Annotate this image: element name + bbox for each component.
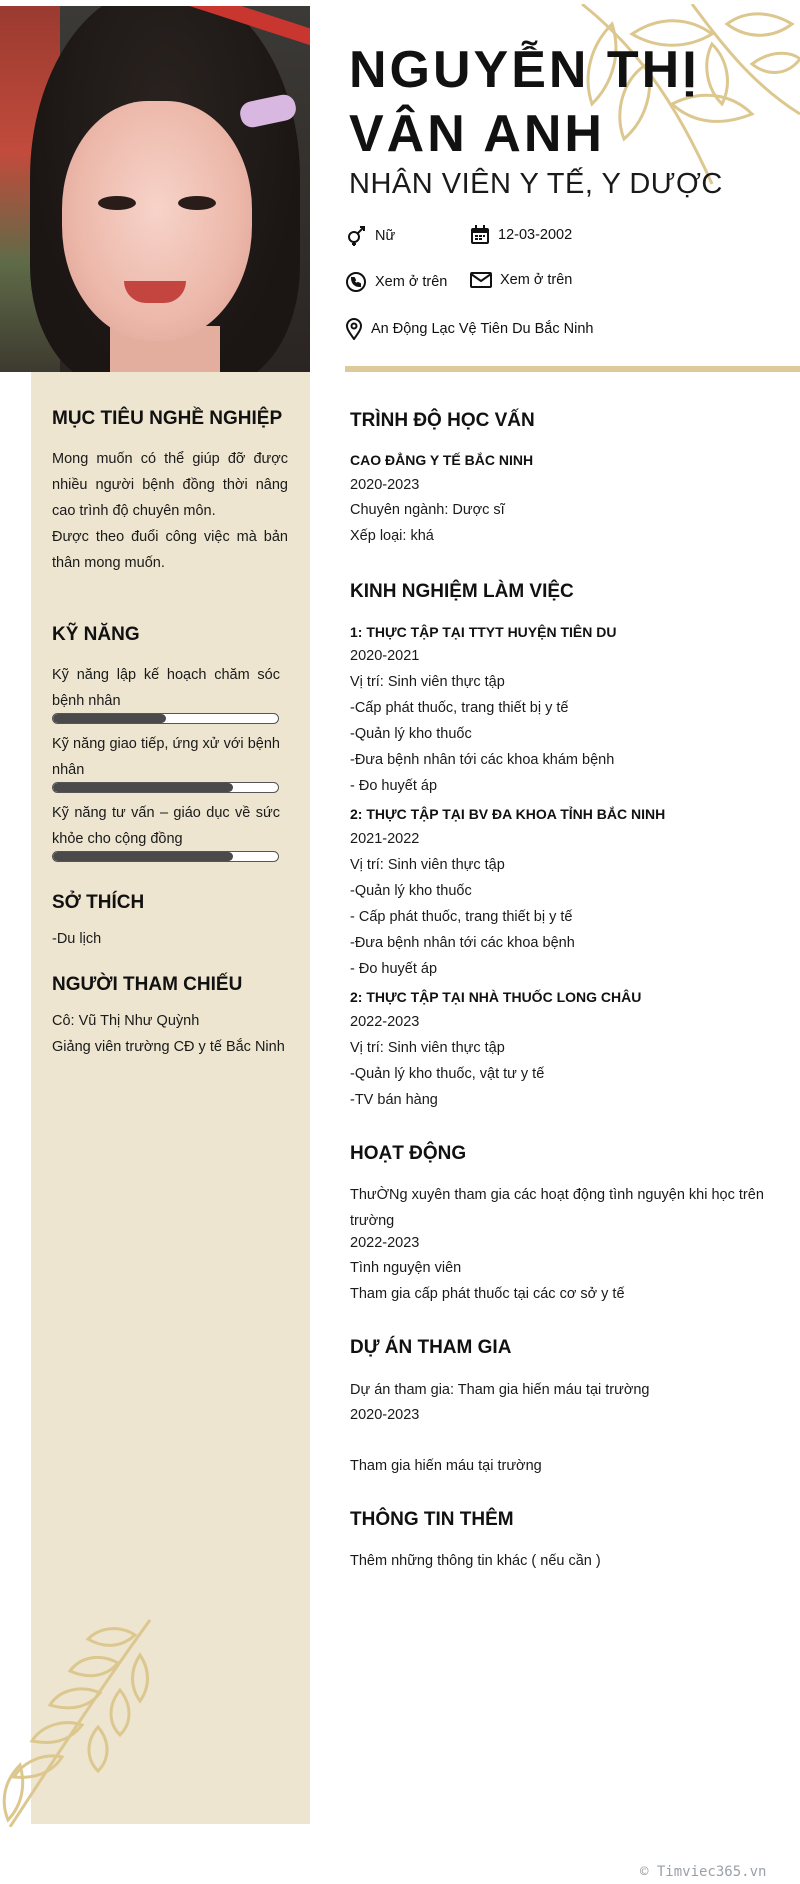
objective-text-1: Mong muốn có thể giúp đỡ được nhiều người bệnh đồng thời nâng cao trình độ chuyên môn. (52, 451, 288, 519)
skill-fill-2 (53, 783, 233, 792)
activities-title: HOẠT ĐỘNG (350, 1143, 467, 1164)
job-line: -Quản lý kho thuốc, vật tư y tế (350, 1066, 545, 1082)
branch-decoration-icon (0, 1615, 160, 1827)
skill-bar-2 (52, 782, 279, 793)
job-heading-2: 2: THỰC TẬP TẠI BV ĐA KHOA TỈNH BẮC NINH (350, 806, 666, 822)
skill-bar-3 (52, 851, 279, 862)
address-info (345, 318, 593, 340)
skill-fill-1 (53, 714, 166, 723)
job-line: -Quản lý kho thuốc (350, 883, 472, 899)
education-school: CAO ĐẲNG Y TẾ BẮC NINH (350, 452, 534, 468)
projects-line-1: Dự án tham gia: Tham gia hiến máu tại trường (350, 1382, 650, 1398)
address-value: An Động Lạc Vệ Tiên Du Bắc Ninh (371, 321, 594, 337)
extra-title: THÔNG TIN THÊM (350, 1509, 514, 1530)
skills-title: KỸ NĂNG (52, 624, 140, 645)
job-line: Vị trí: Sinh viên thực tập (350, 1040, 505, 1056)
profile-photo (0, 6, 310, 372)
job-line: -Cấp phát thuốc, trang thiết bị y tế (350, 700, 569, 716)
job-years-3: 2022-2023 (350, 1014, 420, 1030)
education-major: Chuyên ngành: Dược sĩ (350, 502, 505, 518)
job-years-2: 2021-2022 (350, 831, 420, 847)
job-line: Vị trí: Sinh viên thực tập (350, 674, 505, 690)
objective-text-2: Được theo đuổi công việc mà bản thân mong muốn. (52, 529, 288, 571)
hobbies-title: SỞ THÍCH (52, 892, 145, 913)
calendar-icon (470, 225, 490, 245)
projects-line-2: 2020-2023 (350, 1407, 420, 1423)
objective-title: MỤC TIÊU NGHỀ NGHIỆP (52, 408, 283, 429)
job-line: -Đưa bệnh nhân tới các khoa bệnh (350, 935, 575, 951)
job-line: -TV bán hàng (350, 1092, 438, 1108)
job-line: -Quản lý kho thuốc (350, 726, 472, 742)
activities-line-1: ThưỜNg xuyên tham gia các hoạt động tình nguyện khi học trên trường (350, 1187, 764, 1229)
left-column (31, 372, 310, 1824)
education-rank: Xếp loại: khá (350, 528, 434, 544)
extra-text: Thêm những thông tin khác ( nếu cần ) (350, 1553, 601, 1569)
skill-label-2: Kỹ năng giao tiếp, ứng xử với bệnh nhân (52, 736, 280, 778)
job-years-1: 2020-2021 (350, 648, 420, 664)
skill-fill-3 (53, 852, 233, 861)
education-title: TRÌNH ĐỘ HỌC VẤN (350, 410, 535, 431)
gender-value: Nữ (375, 228, 396, 244)
job-line: - Đo huyết áp (350, 961, 438, 977)
gender-icon (345, 225, 367, 247)
job-line: - Đo huyết áp (350, 778, 438, 794)
gender-info (345, 225, 395, 247)
phone-icon (345, 271, 367, 293)
job-title: NHÂN VIÊN Y TẾ, Y DƯỢC (349, 168, 723, 200)
activities-line-2: 2022-2023 (350, 1235, 420, 1251)
skill-label-1: Kỹ năng lập kế hoạch chăm sóc bệnh nhân (52, 667, 280, 709)
job-line: -Đưa bệnh nhân tới các khoa khám bệnh (350, 752, 615, 768)
job-line: - Cấp phát thuốc, trang thiết bị y tế (350, 909, 573, 925)
activities-line-3: Tình nguyện viên (350, 1260, 462, 1276)
mail-icon (470, 271, 492, 289)
reference-line-1: Cô: Vũ Thị Như Quỳnh (52, 1013, 200, 1029)
projects-title: DỰ ÁN THAM GIA (350, 1337, 512, 1358)
phone-value: Xem ở trên (375, 274, 448, 290)
email-value: Xem ở trên (500, 272, 573, 288)
experience-title: KINH NGHIỆM LÀM VIỆC (350, 581, 574, 602)
skill-bar-1 (52, 713, 279, 724)
reference-title: NGƯỜI THAM CHIẾU (52, 974, 243, 995)
watermark: © Timviec365.vn (640, 1864, 767, 1880)
email-info (470, 271, 572, 289)
activities-line-4: Tham gia cấp phát thuốc tại các cơ sở y tế (350, 1286, 625, 1302)
birthday-info (470, 225, 572, 245)
reference-line-2: Giảng viên trường CĐ y tế Bắc Ninh (52, 1039, 285, 1055)
job-heading-3: 2: THỰC TẬP TẠI NHÀ THUỐC LONG CHÂU (350, 989, 642, 1005)
education-years: 2020-2023 (350, 477, 420, 493)
hobbies-text: -Du lịch (52, 931, 102, 947)
projects-line-3: Tham gia hiến máu tại trường (350, 1458, 542, 1474)
header-divider (345, 366, 800, 372)
skill-label-3: Kỹ năng tư vấn – giáo dục về sức khỏe cho cộng đồng (52, 805, 280, 847)
location-pin-icon (345, 318, 363, 340)
job-line: Vị trí: Sinh viên thực tập (350, 857, 505, 873)
phone-info (345, 271, 447, 293)
full-name: NGUYỄN THỊ VÂN ANH (349, 41, 700, 163)
job-heading-1: 1: THỰC TẬP TẠI TTYT HUYỆN TIÊN DU (350, 624, 617, 640)
birthday-value: 12-03-2002 (498, 227, 573, 243)
